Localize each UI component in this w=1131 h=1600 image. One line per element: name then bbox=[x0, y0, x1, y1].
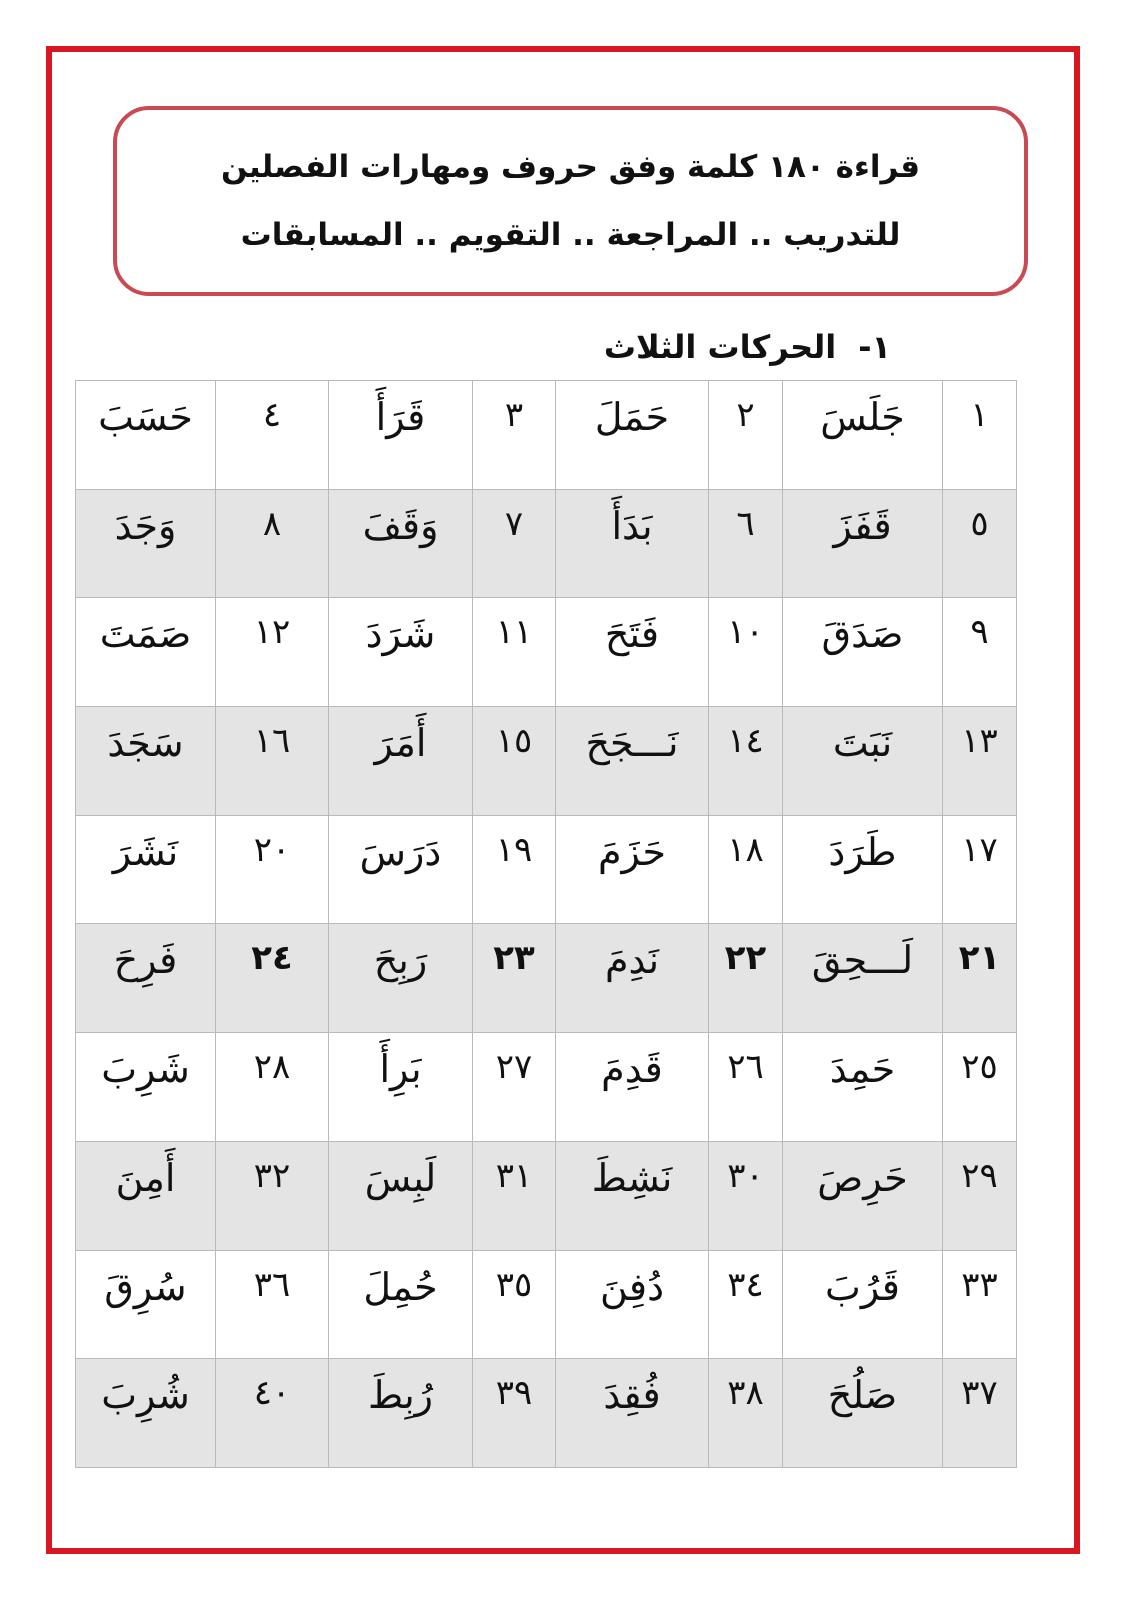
item-number: ٣١ bbox=[473, 1141, 556, 1250]
item-number: ٢٩ bbox=[943, 1141, 1017, 1250]
word-cell: لَبِسَ bbox=[329, 1141, 473, 1250]
item-number: ٢٧ bbox=[473, 1033, 556, 1142]
item-number: ١٦ bbox=[216, 707, 329, 816]
item-number: ٤٠ bbox=[216, 1359, 329, 1468]
item-number: ٧ bbox=[473, 489, 556, 598]
word-cell: دُفِنَ bbox=[556, 1250, 709, 1359]
word-cell: صَدَقَ bbox=[783, 598, 943, 707]
section-heading bbox=[604, 328, 891, 366]
word-cell: نَشَرَ bbox=[76, 815, 216, 924]
item-number: ٢٨ bbox=[216, 1033, 329, 1142]
word-cell: شُرِبَ bbox=[76, 1359, 216, 1468]
word-cell: قَرُبَ bbox=[783, 1250, 943, 1359]
item-number: ١ bbox=[943, 381, 1017, 490]
word-table bbox=[75, 380, 1017, 1468]
item-number: ٢ bbox=[709, 381, 783, 490]
item-number: ١١ bbox=[473, 598, 556, 707]
item-number: ٣٠ bbox=[709, 1141, 783, 1250]
word-cell: حَزَمَ bbox=[556, 815, 709, 924]
section-title: الحركات الثلاث bbox=[603, 328, 837, 366]
item-number: ٣٨ bbox=[709, 1359, 783, 1468]
item-number: ٤ bbox=[216, 381, 329, 490]
item-number: ١٨ bbox=[709, 815, 783, 924]
word-cell: نَدِمَ bbox=[556, 924, 709, 1033]
item-number: ٢٣ bbox=[473, 924, 556, 1033]
word-cell: أَمِنَ bbox=[76, 1141, 216, 1250]
item-number: ١٤ bbox=[709, 707, 783, 816]
word-cell: حَمَلَ bbox=[556, 381, 709, 490]
item-number: ٣٢ bbox=[216, 1141, 329, 1250]
item-number: ٣٣ bbox=[943, 1250, 1017, 1359]
word-cell: فَتَحَ bbox=[556, 598, 709, 707]
item-number: ٢٤ bbox=[216, 924, 329, 1033]
table-row bbox=[76, 815, 1017, 924]
word-cell: قَرَأَ bbox=[329, 381, 473, 490]
item-number: ٣٩ bbox=[473, 1359, 556, 1468]
word-cell: شَرَدَ bbox=[329, 598, 473, 707]
word-cell: رُبِطَ bbox=[329, 1359, 473, 1468]
item-number: ٥ bbox=[943, 489, 1017, 598]
word-cell: دَرَسَ bbox=[329, 815, 473, 924]
word-cell: بَرِأَ bbox=[329, 1033, 473, 1142]
item-number: ٩ bbox=[943, 598, 1017, 707]
item-number: ٦ bbox=[709, 489, 783, 598]
item-number: ١٧ bbox=[943, 815, 1017, 924]
table-row bbox=[76, 489, 1017, 598]
item-number: ١٣ bbox=[943, 707, 1017, 816]
word-cell: نَبَتَ bbox=[783, 707, 943, 816]
word-cell: قَفَزَ bbox=[783, 489, 943, 598]
word-cell: صَمَتَ bbox=[76, 598, 216, 707]
word-cell: نَـــجَحَ bbox=[556, 707, 709, 816]
word-cell: أَمَرَ bbox=[329, 707, 473, 816]
word-cell: سَجَدَ bbox=[76, 707, 216, 816]
table-row bbox=[76, 381, 1017, 490]
table-row bbox=[76, 707, 1017, 816]
table-row bbox=[76, 1250, 1017, 1359]
word-cell: حَمِدَ bbox=[783, 1033, 943, 1142]
word-cell: بَدَأَ bbox=[556, 489, 709, 598]
word-cell: فَرِحَ bbox=[76, 924, 216, 1033]
item-number: ١٠ bbox=[709, 598, 783, 707]
title-line-1: قراءة ١٨٠ كلمة وفق حروف ومهارات الفصلين bbox=[220, 148, 921, 185]
section-number: ١- bbox=[858, 328, 891, 366]
item-number: ٣٧ bbox=[943, 1359, 1017, 1468]
item-number: ٢١ bbox=[943, 924, 1017, 1033]
item-number: ٣٦ bbox=[216, 1250, 329, 1359]
word-cell: وَقَفَ bbox=[329, 489, 473, 598]
item-number: ٣٥ bbox=[473, 1250, 556, 1359]
word-cell: رَبِحَ bbox=[329, 924, 473, 1033]
item-number: ٢٠ bbox=[216, 815, 329, 924]
item-number: ١٢ bbox=[216, 598, 329, 707]
item-number: ٢٥ bbox=[943, 1033, 1017, 1142]
table-row bbox=[76, 1033, 1017, 1142]
word-cell: شَرِبَ bbox=[76, 1033, 216, 1142]
word-cell: حُمِلَ bbox=[329, 1250, 473, 1359]
table-row bbox=[76, 924, 1017, 1033]
title-line-2: للتدريب .. المراجعة .. التقويم .. المسابقات bbox=[240, 217, 901, 253]
word-cell: لَـــحِقَ bbox=[783, 924, 943, 1033]
word-cell: طَرَدَ bbox=[783, 815, 943, 924]
word-cell: حَسَبَ bbox=[76, 381, 216, 490]
item-number: ١٥ bbox=[473, 707, 556, 816]
word-cell: قَدِمَ bbox=[556, 1033, 709, 1142]
table-row bbox=[76, 1141, 1017, 1250]
title-box bbox=[113, 106, 1028, 296]
item-number: ١٩ bbox=[473, 815, 556, 924]
word-cell: حَرِصَ bbox=[783, 1141, 943, 1250]
word-cell: فُقِدَ bbox=[556, 1359, 709, 1468]
item-number: ٣ bbox=[473, 381, 556, 490]
word-cell: سُرِقَ bbox=[76, 1250, 216, 1359]
word-cell: جَلَسَ bbox=[783, 381, 943, 490]
table-row bbox=[76, 1359, 1017, 1468]
item-number: ٣٤ bbox=[709, 1250, 783, 1359]
word-cell: نَشِطَ bbox=[556, 1141, 709, 1250]
item-number: ٨ bbox=[216, 489, 329, 598]
item-number: ٢٢ bbox=[709, 924, 783, 1033]
word-cell: صَلُحَ bbox=[783, 1359, 943, 1468]
item-number: ٢٦ bbox=[709, 1033, 783, 1142]
word-cell: وَجَدَ bbox=[76, 489, 216, 598]
table-row bbox=[76, 598, 1017, 707]
